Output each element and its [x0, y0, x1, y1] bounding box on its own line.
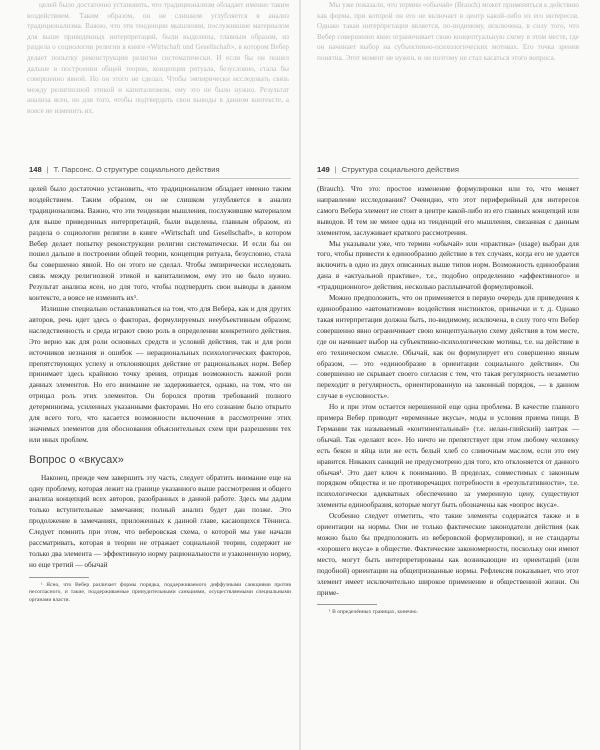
running-head-left: [29, 162, 220, 176]
header-rule: [317, 178, 579, 179]
running-head-right: [317, 162, 459, 176]
running-head-title: Т. Парсонс. О структуре социального действия: [53, 164, 220, 174]
faded-paragraph: целей было достаточно установить, что традиционализм обладает именно таким воздействием. Таким образом, он не слишком углубляется в анализ традиционализма. Важно, что эти тенденции мышления, послужившие материалом для выше приведенных интерпретаций, были выделены, главным образом, из раздела о социологии религии в книге «Wirtschaft und Gesellschaft», в котором Вебер делает попытку реконструкции религии систематически. И если бы он пошел дальше в построении общей теории, концепция ритуала, безусловно, стала бы совершенно явной. Но он этого не сделал. Чтобы эмпирически исследовать связь между религиозной этикой и капитализмом, ему это не было нужно. Результат анализа ясен, но для того, чтобы подтвердить свои выводы в данном контексте, а вовсе не изменить их.: [27, 1, 289, 115]
book-gutter: [299, 0, 301, 750]
body-paragraph: Излишне специально останавливаться на том, что для Вебера, как и для других авторов, речь идет здесь о факторах, формулируемых нееубъективным образом; наследственность и среда играют свою роль в определении конкретного действия. Это верно как для роли основных средств и условий действия, так и для роли источников незнания и ошибок — нерациональных психологических факторов, препятствующих успеху и отклоняющих действие от рациональных норм. Вебер принимает здесь крайнюю точку зрения, отрицая возможность важной роли данных элементов. Но его внимание не задерживается, однако, на том, что он отрицал роль этих элементов. Он боролся против требований полного детерминизма, усиленных указанными факторами. Но его сознание было открыто для всего того, что касается возможности включения в рассмотрение этих значимых элементов для обоснования объяснительных схем при разрешении тех или иных проблем.: [29, 303, 291, 444]
body-paragraph: Наконец, прежде чем завершить эту часть, следует обратить внимание еще на одну проблему, которая лежит на границе указанного выше рассмотрения и общего анализа концепций всех авторов, разобранных в данной работе. Здесь мы дадим только вступительные замечания; полный анализ будет дан позже. Это продолжение в замечаниях, приложенных к данной главе, касающихся Тённиса. Следует помнить при этом, что веберовская схема, о которой мы уже начали рассматривать, которая в теории не отражает социальной теории, содержит не только два элемента — эффективную норму рациональности и узаконенную норму, но еще третий — обычай: [29, 472, 291, 569]
faded-previous-text-left: [27, 0, 289, 146]
faded-previous-text-right: [317, 0, 579, 146]
footnote: ¹ В определённых границах, конечно.: [329, 609, 418, 616]
section-subheading: Вопрос о «вкусах»: [29, 453, 124, 466]
page-number: 149: [317, 164, 330, 174]
body-paragraph: Можно предположить, что он применяется в первую очередь для приведения к единообразию «автоматизмов» воздействия инстинктов, привычки и т. д. Однако такая интерпретация должна быть, по-видимому, исключена, в силу того что Вебер совершенно явно ограничивает свою концептуальную схему действия в том месте, где он начинает выбор на субъективно-психологические мотивы, т.е. на действие в его техническом смысле. Обычай, как он формулирует его совершенно явным образом, — это «единообразие в ориентации социального действия». Он совершенно не скрывает своего согласия с тем, что такая регулярность незаметно переходит в регулярность, ориентированную на законный порядок, — в данном случае в «условность».: [317, 293, 579, 401]
footnote-rule: [29, 577, 89, 578]
header-rule: [29, 178, 291, 179]
separator-bar: |: [46, 164, 49, 174]
body-paragraph: Особенно следует отметить, что такие элементы содержатся также и в ориентации на нормы. Они не только фактические законодатели действия (как можно было бы предположить из веберовской формулировки), и не стандарты «хорошего вкуса» в обществе. Фактические закономерности, поскольку они имеют место, могут быть интерпретированы как возникающие из ориентаций (или подобной) ориентации на общепризнанные нормы. Рефлексия показывает, что этот элемент имеет исключительно широкое применение в общественной жизни. Он приме-: [317, 511, 579, 597]
body-paragraph: целей было достаточно установить, что традиционализм обладает именно таким воздействием. Таким образом, он не слишком углубляется в анализ традиционализма. Важно, что эти тенденции мышления, послужившие материалом для выше приведенных интерпретаций, были выделены, главным образом, из раздела о социологии религии в книге «Wirtschaft und Gesellschaft», в котором Вебер делает попытку реконструкции религии систематически. И если бы он пошел дальше в построении общей теории, концепция ритуала, безусловно, стала бы совершенно явной. Но он этого не сделал. Чтобы эмпирически исследовать связь между религиозной этикой и капитализмом, ему это не было нужно. Результат анализа ясен, но для того, чтобы подтвердить свои выводы в данном контексте, а вовсе не изменить их¹.: [29, 184, 291, 303]
left-page-body: [29, 184, 291, 604]
separator-bar: |: [334, 164, 337, 174]
running-head-title: Структура социального действия: [341, 164, 460, 174]
right-page-body: [317, 184, 579, 617]
page-number: 148: [29, 164, 42, 174]
footnote: ¹ Ясно, что Вебер различает формы порядка, поддерживаемого диффузными санкциями против несогласного, и такие, поддерживаемые принудительными санкциями, осуществляемыми специальными органами власти.: [29, 581, 291, 603]
faded-paragraph: Мы уже показали, что термин «обычай» (Brauch) может применяться к действию как форма, при которой он его не включает в центр какой-либо из его интересов. Однако такая интерпретация является, по-видимому, исключена, в силу того, что Вебер совершенно явно ограничивает свою концептуальную схему в этом месте, где он начинает выбор на субъективно-психологических мотивах. Его точка зрения понятна. Этот момент не нужен, и он поэтому не стал касаться этого вопроса.: [317, 1, 579, 62]
body-paragraph: Но и при этом остается нерешенной еще одна проблема. В качестве главного примера Вебер приводит «временные вкусы», моды и условия приема пищи. В Германии так называемый «континентальный» (т.е. нелан-глийский) завтрак — обычай. Так «делают все». Но ничто не препятствует при этом любому человеку есть бекон и яйца или же есть белый хлеб со сливочным маслом, если это ему нравится. Никаких санкций не предусмотрено для того, кто отклоняется от данного обычая¹. Это дает ключ к пониманию. В пределах, совместимых с законным порядком общества и не противоречащих потребности в «результативности», т.е. психологически адекватных обеспечению за умеренную цену, существуют элементы единообразия, которые могут быть обозначены как «вопрос вкуса».: [317, 402, 579, 510]
body-paragraph: Мы указывали уже, что термин «обычай» или «практика» (usage) выбран для того, чтобы привести к единообразию действие в тех случаях, когда его не удается включить в одно из двух описанных выше типов норм. Возможность единообразия дана в «актуальной практике», т.е., подобно определению «аффективного» и «традиционного» действия, несколько расплывчатой формулировкой.: [317, 238, 579, 292]
body-paragraph: (Brauch). Что это: простое изменение формулировки или то, что меняет направление исследования? Очевидно, что этот периферийный для интересов самого Вебера элемент не стоит в центре какой-либо из его главных концепций или выводов. И тем не менее одна из тенденций его мышления, связанная с данным элементом, заслуживает краткого рассмотрения.: [317, 184, 579, 237]
footnote-rule: [317, 604, 377, 605]
